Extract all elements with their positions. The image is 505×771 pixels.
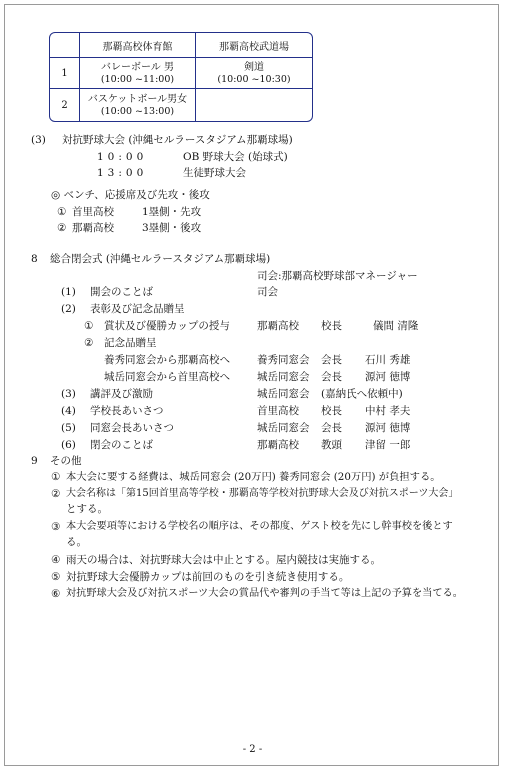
schedule-event: OB 野球大会 (始球式) <box>183 151 288 163</box>
item-number: (1) <box>61 286 76 298</box>
list-marker: ② <box>57 222 67 234</box>
bench-school: 首里高校 <box>72 206 114 218</box>
list-marker: ③ <box>51 521 61 533</box>
item-role: 教頭 <box>321 439 342 451</box>
item-label: 同窓会長あいさつ <box>90 422 174 434</box>
item-org: 司会 <box>257 286 278 298</box>
item-label: 養秀同窓会から那覇高校へ <box>104 354 230 366</box>
item-label: 賞状及び優勝カップの授与 <box>104 320 230 332</box>
section-number: (3) <box>31 134 46 146</box>
section-heading: その他 <box>50 455 82 467</box>
item-label: 講評及び激励 <box>90 388 153 400</box>
section-heading: 総合閉会式 (沖縄セルラースタジアム那覇球場) <box>50 253 271 265</box>
item-number: (3) <box>61 388 76 400</box>
bench-detail: 1塁側・先攻 <box>142 206 202 218</box>
list-marker: ① <box>51 471 61 483</box>
cell-time: (10:00 ~11:00) <box>100 73 175 85</box>
cell-event: バレーボール 男 <box>101 61 174 73</box>
item-number: (4) <box>61 405 76 417</box>
item-number: ② <box>84 337 94 349</box>
item-org: 首里高校 <box>257 405 299 417</box>
table-header-cell: 那覇高校体育館 <box>80 33 196 58</box>
list-marker: ④ <box>51 554 61 566</box>
item-org: 城岳同窓会 <box>257 388 310 400</box>
note-text: る。 <box>66 536 87 548</box>
table-row <box>50 89 312 121</box>
note-text: 対抗野球大会優勝カップは前回のものを引き続き使用する。 <box>66 571 350 583</box>
note-text: 本大会要項等における学校名の順序は、その都度、ゲスト校を先にし幹事校を後とす <box>66 521 453 532</box>
schedule-time: 10:00 <box>97 151 148 163</box>
section-number: 9 <box>31 455 38 467</box>
note-text: 対抗野球大会及び対抗スポーツ大会の賞品代や審判の手当て等は上記の予算を当てる。 <box>66 588 463 599</box>
item-label: 学校長あいさつ <box>90 405 164 417</box>
schedule-time: 13:00 <box>97 167 148 179</box>
page-number: - 2 - <box>242 744 263 755</box>
item-name: 儀間 清隆 <box>373 320 419 332</box>
item-label: 開会のことば <box>90 286 153 298</box>
list-marker: ① <box>57 206 67 218</box>
item-number: ① <box>84 320 94 332</box>
table-header-row <box>50 33 312 58</box>
table-cell <box>196 58 312 89</box>
item-label: 閉会のことば <box>90 439 153 451</box>
table-cell <box>80 89 196 121</box>
item-role: (嘉納氏へ依頼中) <box>321 388 403 400</box>
note-text: とする。 <box>66 503 108 515</box>
note-text: 雨天の場合は、対抗野球大会は中止とする。屋内競技は実施する。 <box>66 554 381 566</box>
table-header-cell: 那覇高校武道場 <box>196 33 312 58</box>
row-number: 2 <box>50 89 80 121</box>
note-text: 大会名称は「第15回首里高等学校・那覇高等学校対抗野球大会及び対抗スポーツ大会」 <box>66 488 459 499</box>
list-marker: ⑤ <box>51 571 61 583</box>
section-heading: 対抗野球大会 (沖縄セルラースタジアム那覇球場) <box>62 134 293 146</box>
document-page <box>4 4 499 766</box>
bench-heading: ◎ ベンチ、応援席及び先攻・後攻 <box>51 189 210 201</box>
item-label: 城岳同窓会から首里高校へ <box>104 371 230 383</box>
item-role: 会長 <box>321 371 342 383</box>
item-org: 城岳同窓会 <box>257 371 310 383</box>
schedule-event: 生徒野球大会 <box>183 167 246 179</box>
bench-school: 那覇高校 <box>72 222 114 234</box>
cell-time: (10:00 ~10:30) <box>217 73 291 85</box>
note-text: 本大会に要する経費は、城岳同窓会 (20万円) 養秀同窓会 (20万円) が負担する。 <box>66 471 441 483</box>
item-number: (6) <box>61 439 76 451</box>
item-role: 会長 <box>321 422 342 434</box>
item-name: 津留 一郎 <box>365 439 411 451</box>
list-marker: ② <box>51 488 61 500</box>
item-org: 養秀同窓会 <box>257 354 310 366</box>
bench-detail: 3塁側・後攻 <box>142 222 202 234</box>
item-role: 校長 <box>321 320 342 332</box>
table-header-cell <box>50 33 80 58</box>
item-role: 会長 <box>321 354 342 366</box>
item-name: 中村 孝夫 <box>365 405 411 417</box>
item-name: 源河 徳博 <box>365 422 411 434</box>
row-number: 1 <box>50 58 80 89</box>
item-role: 校長 <box>321 405 342 417</box>
item-name: 石川 秀雄 <box>365 354 411 366</box>
item-org: 那覇高校 <box>257 320 299 332</box>
schedule-table <box>49 32 313 122</box>
table-cell <box>80 58 196 89</box>
section-number: 8 <box>31 253 38 265</box>
item-number: (5) <box>61 422 76 434</box>
list-marker: ⑥ <box>51 588 61 600</box>
table-cell <box>196 89 312 121</box>
cell-event: 剣道 <box>244 61 264 73</box>
table-row <box>50 58 312 89</box>
item-number: (2) <box>61 303 76 315</box>
item-name: 源河 徳博 <box>365 371 411 383</box>
item-org: 那覇高校 <box>257 439 299 451</box>
cell-event: バスケットボール男女 <box>87 93 188 105</box>
mc-text: 司会:那覇高校野球部マネージャー <box>257 270 418 282</box>
cell-time: (10:00 ~13:00) <box>100 105 175 117</box>
item-org: 城岳同窓会 <box>257 422 310 434</box>
item-label: 表彰及び記念品贈呈 <box>90 303 185 315</box>
item-label: 記念品贈呈 <box>104 337 157 349</box>
